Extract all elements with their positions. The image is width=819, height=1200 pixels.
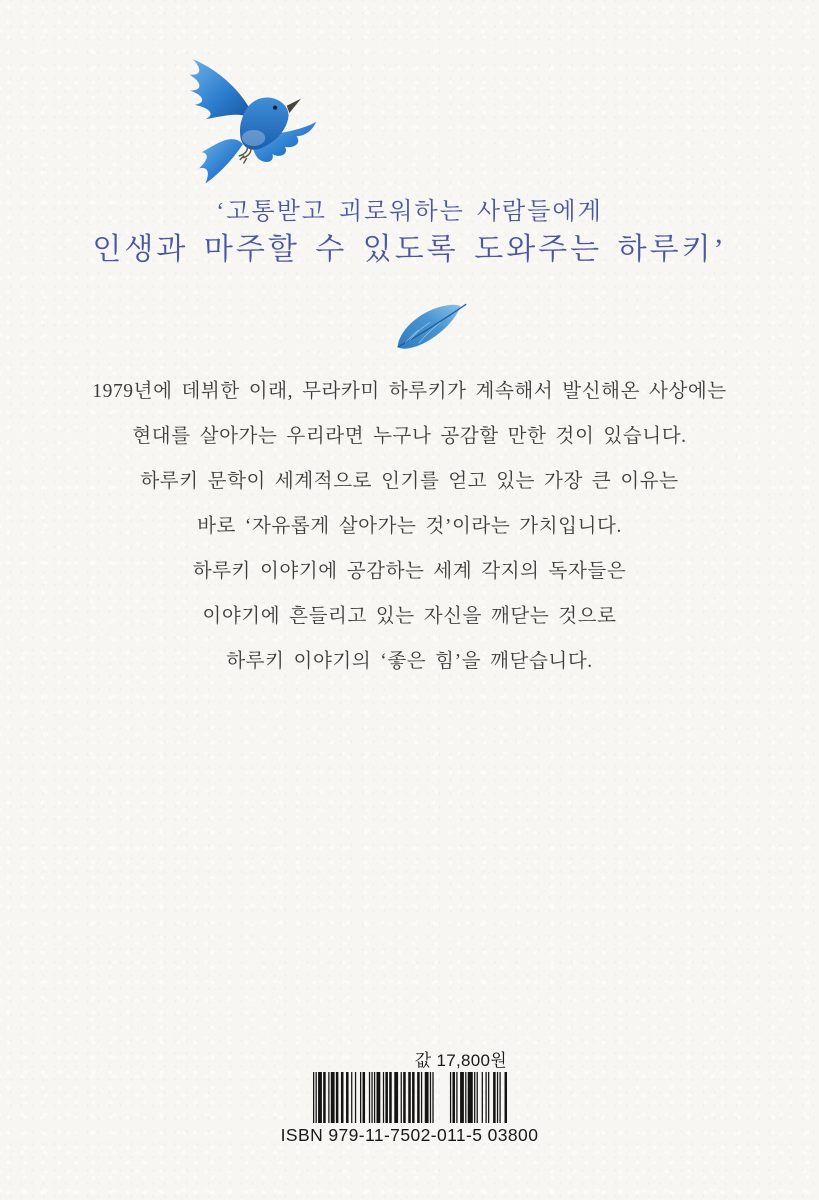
body-line: 1979년에 데뷔한 이래, 무라카미 하루키가 계속해서 발신해온 사상에는 (92, 381, 727, 402)
body-line: 하루키 문학이 세계적으로 인기를 얻고 있는 가장 큰 이유는 (140, 471, 679, 492)
isbn-barcode (313, 1072, 507, 1123)
body-line: 현대를 살아가는 우리라면 누구나 공감할 만한 것이 있습니다. (132, 426, 687, 447)
body-line: 하루키 이야기에 공감하는 세계 각지의 독자들은 (192, 561, 627, 582)
flying-bluebird-icon (166, 50, 318, 192)
body-line: 바로 ‘자유롭게 살아가는 것’이라는 가치입니다. (197, 516, 622, 537)
body-line: 이야기에 흔들리고 있는 자신을 깨닫는 것으로 (202, 606, 617, 627)
body-line: 하루키 이야기의 ‘좋은 힘’을 깨닫습니다. (226, 651, 593, 672)
blue-feather-icon (390, 300, 470, 356)
quote-line-2: 인생과 마주할 수 있도록 도와주는 하루키’ (92, 233, 727, 266)
price-label: 값 17,800원 (414, 1051, 507, 1070)
quote-line-1: ‘고통받고 괴로워하는 사람들에게 (216, 199, 603, 225)
body-paragraph (0, 369, 819, 684)
isbn-label: ISBN 979-11-7502-011-5 03800 (280, 1125, 539, 1145)
